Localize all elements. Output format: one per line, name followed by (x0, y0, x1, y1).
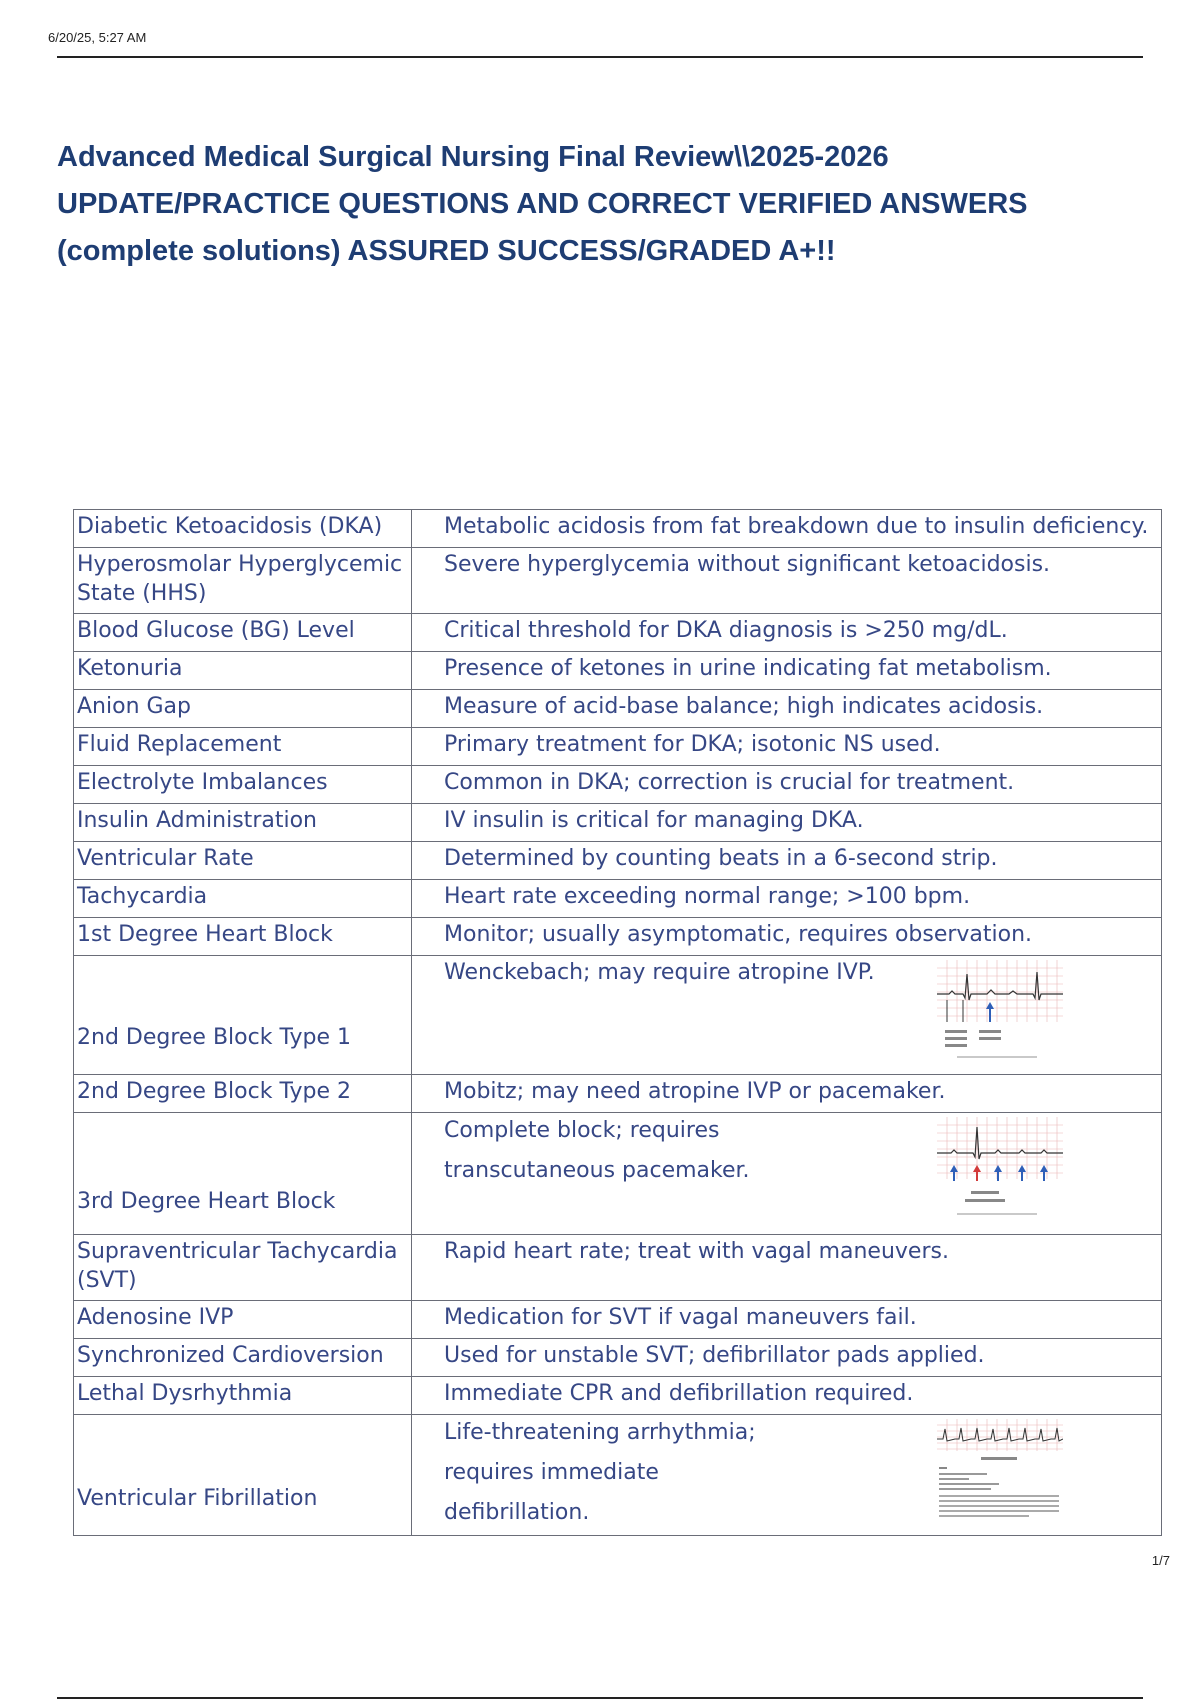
definition-text: Complete block; requires transcutaneous pacemaker. (444, 1118, 750, 1183)
definition-cell: Monitor; usually asymptomatic, requires observation. (412, 918, 1162, 956)
print-timestamp: 6/20/25, 5:27 AM (48, 30, 147, 45)
definition-cell: Metabolic acidosis from fat breakdown due to insulin deficiency. (412, 510, 1162, 548)
definition-cell: Measure of acid-base balance; high indicates acidosis. (412, 690, 1162, 728)
term-cell: Insulin Administration (74, 804, 412, 842)
footer-rule (57, 1697, 1143, 1699)
definition-text: Life-threatening arrhythmia; requires immediate defibrillation. (444, 1420, 756, 1525)
definition-cell: Critical threshold for DKA diagnosis is >250 mg/dL. (412, 614, 1162, 652)
ecg-type1-strip-icon (937, 960, 1063, 1062)
table-row (74, 766, 1162, 804)
definition-cell: Primary treatment for DKA; isotonic NS used. (412, 728, 1162, 766)
ecg-vfib-strip-icon (937, 1419, 1063, 1521)
term-cell: Blood Glucose (BG) Level (74, 614, 412, 652)
document-title: Advanced Medical Surgical Nursing Final Review\\2025-2026 UPDATE/PRACTICE QUESTIONS AND CORRECT VERIFIED ANSWERS (complete solutions) ASSURED SUCCESS/GRADED A+!! (57, 141, 1028, 267)
definition-text: Wenckebach; may require atropine IVP. (444, 960, 875, 985)
term-cell: Fluid Replacement (74, 728, 412, 766)
definition-cell: Used for unstable SVT; defibrillator pads applied. (412, 1339, 1162, 1377)
table-row (74, 956, 1162, 1075)
term-cell: Ketonuria (74, 652, 412, 690)
definition-cell (412, 956, 1162, 1075)
table-row (74, 548, 1162, 614)
table-row (74, 1075, 1162, 1113)
definition-cell: Medication for SVT if vagal maneuvers fail. (412, 1301, 1162, 1339)
term-cell: Lethal Dysrhythmia (74, 1377, 412, 1415)
term-cell: Ventricular Rate (74, 842, 412, 880)
table-row (74, 1113, 1162, 1235)
definition-cell: Presence of ketones in urine indicating fat metabolism. (412, 652, 1162, 690)
definition-cell: Severe hyperglycemia without significant ketoacidosis. (412, 548, 1162, 614)
term-cell: Anion Gap (74, 690, 412, 728)
term-cell: 3rd Degree Heart Block (74, 1113, 412, 1235)
table-row (74, 728, 1162, 766)
table-row (74, 652, 1162, 690)
term-cell: 2nd Degree Block Type 1 (74, 956, 412, 1075)
definition-cell: Determined by counting beats in a 6-second strip. (412, 842, 1162, 880)
table-row (74, 1339, 1162, 1377)
definition-cell (412, 1415, 1162, 1536)
table-row (74, 1235, 1162, 1301)
table-row (74, 804, 1162, 842)
table-row (74, 918, 1162, 956)
definition-cell: Heart rate exceeding normal range; >100 bpm. (412, 880, 1162, 918)
ecg-third-degree-strip-icon (937, 1117, 1063, 1219)
definition-cell: Immediate CPR and defibrillation required. (412, 1377, 1162, 1415)
term-cell: Adenosine IVP (74, 1301, 412, 1339)
table-row (74, 1415, 1162, 1536)
definition-cell: Rapid heart rate; treat with vagal maneuvers. (412, 1235, 1162, 1301)
term-cell: Tachycardia (74, 880, 412, 918)
table-row (74, 690, 1162, 728)
term-cell: Electrolyte Imbalances (74, 766, 412, 804)
term-cell: Synchronized Cardioversion (74, 1339, 412, 1377)
definition-cell (412, 1113, 1162, 1235)
header-rule (57, 56, 1143, 58)
definition-cell: IV insulin is critical for managing DKA. (412, 804, 1162, 842)
term-cell: 1st Degree Heart Block (74, 918, 412, 956)
term-cell: Hyperosmolar Hyperglycemic State (HHS) (74, 548, 412, 614)
term-cell: Diabetic Ketoacidosis (DKA) (74, 510, 412, 548)
table-row (74, 880, 1162, 918)
term-cell: Supraventricular Tachycardia (SVT) (74, 1235, 412, 1301)
term-cell: Ventricular Fibrillation (74, 1415, 412, 1536)
definition-cell: Common in DKA; correction is crucial for treatment. (412, 766, 1162, 804)
page-number: 1/7 (1151, 1553, 1170, 1568)
table-row (74, 510, 1162, 548)
term-cell: 2nd Degree Block Type 2 (74, 1075, 412, 1113)
table-row (74, 1301, 1162, 1339)
table-row (74, 1377, 1162, 1415)
table-row (74, 842, 1162, 880)
table-row (74, 614, 1162, 652)
definition-cell: Mobitz; may need atropine IVP or pacemaker. (412, 1075, 1162, 1113)
flashcard-table (73, 509, 1162, 1536)
